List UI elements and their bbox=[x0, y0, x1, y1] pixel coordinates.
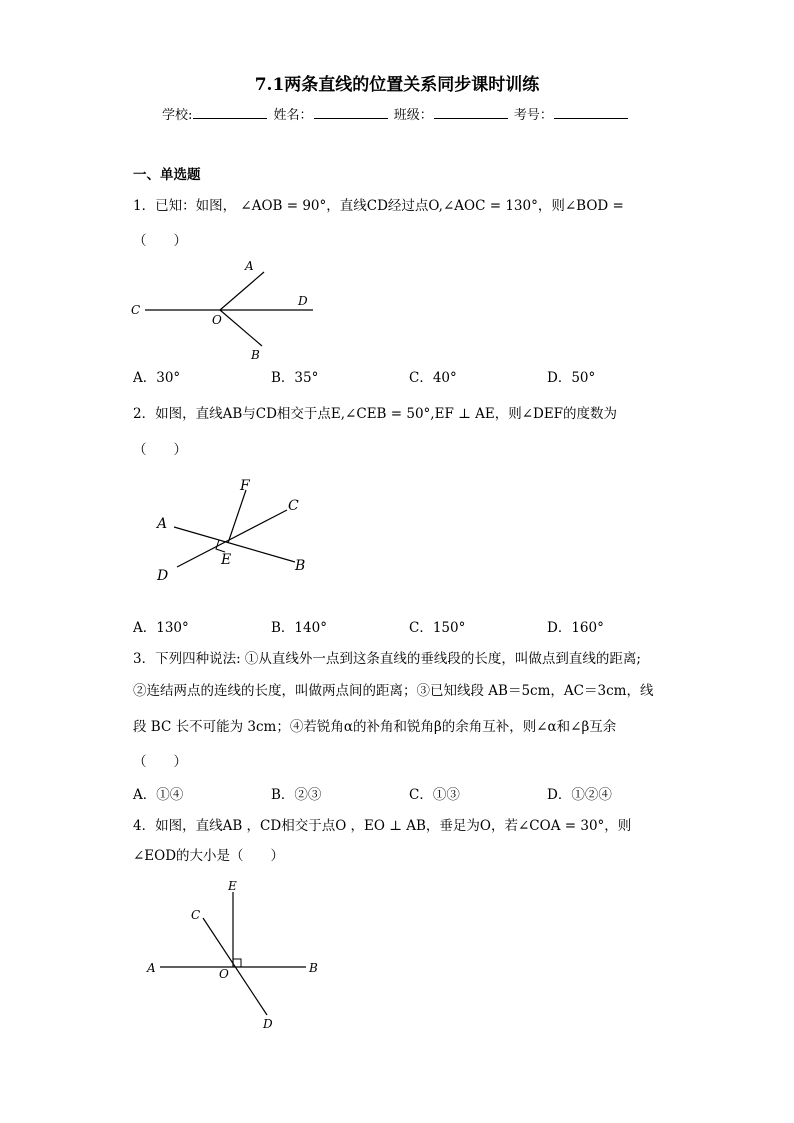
q2-option-b[interactable]: B．140° bbox=[271, 620, 327, 636]
q4-figure bbox=[140, 875, 330, 1035]
q1-option-c[interactable]: C．40° bbox=[409, 370, 457, 386]
q3-line-1: 3．下列四种说法: ①从直线外一点到这条直线的垂线段的长度，叫做点到直线的距离; bbox=[133, 651, 641, 667]
q2-line-cd bbox=[177, 510, 287, 567]
q3-paren: （ ） bbox=[133, 754, 187, 770]
q1-label-a: A bbox=[245, 259, 254, 273]
q1-label-o: O bbox=[212, 313, 222, 327]
exam-no-blank[interactable] bbox=[554, 106, 628, 119]
q4-label-a: A bbox=[147, 961, 156, 975]
student-info-line bbox=[162, 104, 630, 123]
school-label: 学校: bbox=[162, 108, 193, 123]
school-blank[interactable] bbox=[193, 106, 267, 119]
q4-label-e: E bbox=[228, 879, 237, 893]
q2-option-c[interactable]: C．150° bbox=[409, 620, 466, 636]
page-title: 7.1两条直线的位置关系同步课时训练 bbox=[254, 75, 540, 95]
q1-label-c: C bbox=[131, 303, 141, 317]
q1-paren: （ ） bbox=[133, 233, 187, 249]
q1-option-d[interactable]: D．50° bbox=[547, 370, 596, 386]
q3-option-c[interactable]: C．①③ bbox=[409, 787, 460, 803]
q1-option-b[interactable]: B．35° bbox=[271, 370, 319, 386]
q1-figure bbox=[125, 255, 325, 365]
q2-label-e: E bbox=[221, 552, 232, 568]
q3-line-2: ②连结两点的连线的长度，叫做两点间的距离；③已知线段 AB＝5cm，AC＝3cm，线 bbox=[133, 683, 654, 699]
q3-line-3: 段 BC 长不可能为 3cm；④若锐角α的补角和锐角β的余角互补，则∠α和∠β互余 bbox=[133, 719, 617, 735]
q1-ray-oa bbox=[220, 272, 264, 310]
q2-label-b: B bbox=[295, 558, 306, 574]
q4-label-d: D bbox=[263, 1017, 273, 1031]
section-heading: 一、单选题 bbox=[133, 167, 201, 183]
q2-label-c: C bbox=[288, 498, 299, 514]
q2-ray-ef bbox=[228, 490, 246, 543]
q4-line-1: 4．如图，直线AB ，CD相交于点O ，EO ⊥ AB，垂足为O，若∠COA = 30°，则 bbox=[133, 818, 632, 834]
class-label: 班级： bbox=[393, 108, 433, 123]
q1-text: 1．已知：如图， ∠AOB = 90°，直线CD经过点O,∠AOC = 130°，则∠BOD = bbox=[133, 198, 624, 214]
exam-no-label: 考号： bbox=[513, 108, 553, 123]
q3-option-d[interactable]: D．①②④ bbox=[547, 787, 612, 803]
q2-text: 2．如图，直线AB与CD相交于点E,∠CEB = 50°,EF ⊥ AE，则∠DEF的度数为 bbox=[133, 406, 618, 422]
q2-option-d[interactable]: D．160° bbox=[547, 620, 604, 636]
q2-label-f: F bbox=[240, 478, 250, 494]
name-blank[interactable] bbox=[314, 106, 388, 119]
q4-line-2: ∠EOD的大小是（ ） bbox=[133, 848, 285, 864]
q1-option-a[interactable]: A．30° bbox=[133, 370, 181, 386]
q1-ray-ob bbox=[220, 310, 262, 346]
q3-option-b[interactable]: B．②③ bbox=[271, 787, 322, 803]
q2-line-ab bbox=[174, 527, 295, 562]
q2-label-a: A bbox=[157, 516, 168, 532]
q1-label-d: D bbox=[298, 294, 308, 308]
name-label: 姓名： bbox=[273, 108, 313, 123]
q2-paren: （ ） bbox=[133, 442, 187, 458]
q2-label-d: D bbox=[157, 568, 169, 584]
q4-label-o: O bbox=[219, 967, 229, 981]
q2-figure bbox=[145, 470, 325, 590]
q3-option-a[interactable]: A．①④ bbox=[133, 787, 184, 803]
q1-label-b: B bbox=[251, 348, 260, 362]
q4-label-b: B bbox=[309, 961, 318, 975]
q4-label-c: C bbox=[191, 908, 201, 922]
q2-option-a[interactable]: A．130° bbox=[133, 620, 189, 636]
class-blank[interactable] bbox=[434, 106, 508, 119]
